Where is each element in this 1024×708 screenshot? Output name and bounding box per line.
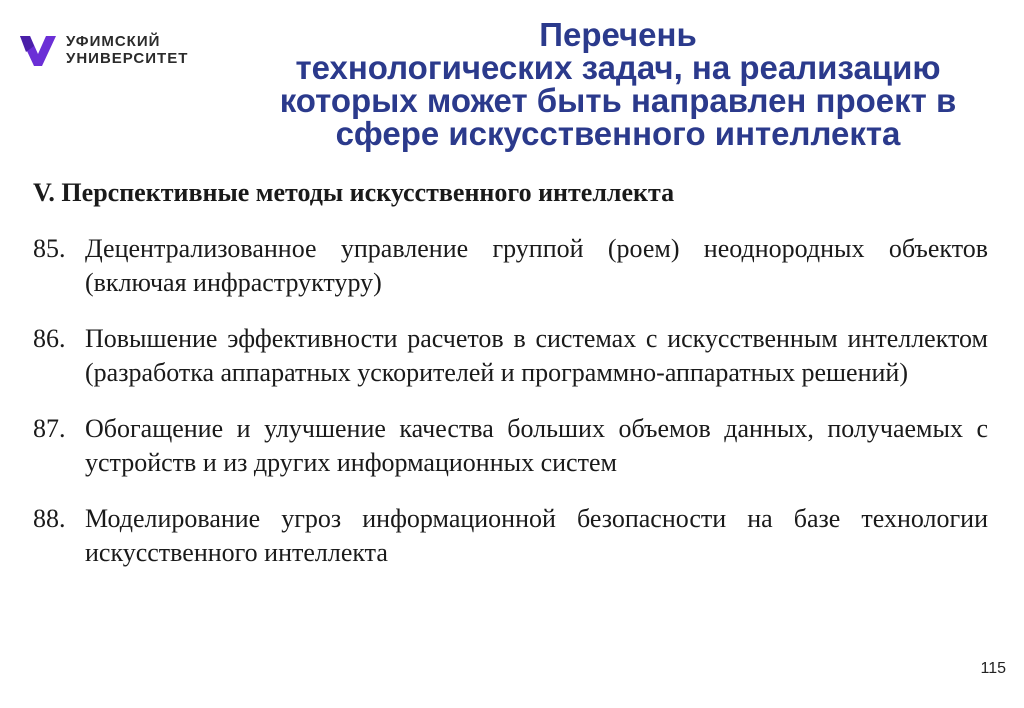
list-item (33, 322, 988, 390)
slide-title (212, 18, 1024, 150)
item-number: 87. (33, 414, 66, 443)
title-line-1: Перечень (539, 16, 697, 53)
title-line-4: сфере искусственного интеллекта (335, 115, 901, 152)
item-text: Повышение эффективности расчетов в системах с искусственным интеллектом (разработка аппаратных ускорителей и программно-аппаратных решений) (85, 324, 988, 387)
title-line-3: которых может быть направлен проект в (279, 82, 957, 119)
section-heading: V. Перспективные методы искусственного интеллекта (33, 178, 675, 207)
item-text: Обогащение и улучшение качества больших объемов данных, получаемых с устройств и из других информационных систем (85, 414, 988, 477)
logo-line-2: УНИВЕРСИТЕТ (66, 50, 189, 67)
title-line-2: технологических задач, на реализацию (295, 49, 941, 86)
task-list (33, 232, 988, 592)
list-item (33, 412, 988, 480)
page-number: 115 (980, 660, 1006, 677)
university-logo (18, 30, 188, 70)
item-number: 88. (33, 504, 66, 533)
item-number: 86. (33, 324, 66, 353)
list-item (33, 502, 988, 570)
logo-line-1: УФИМСКИЙ (66, 33, 161, 50)
logo-text (66, 33, 188, 67)
item-text: Моделирование угроз информационной безопасности на базе технологии искусственного интеллекта (85, 504, 988, 567)
university-logo-icon (18, 30, 58, 70)
item-text: Децентрализованное управление группой (роем) неоднородных объектов (включая инфраструктуру) (85, 234, 988, 297)
list-item (33, 232, 988, 300)
item-number: 85. (33, 234, 66, 263)
